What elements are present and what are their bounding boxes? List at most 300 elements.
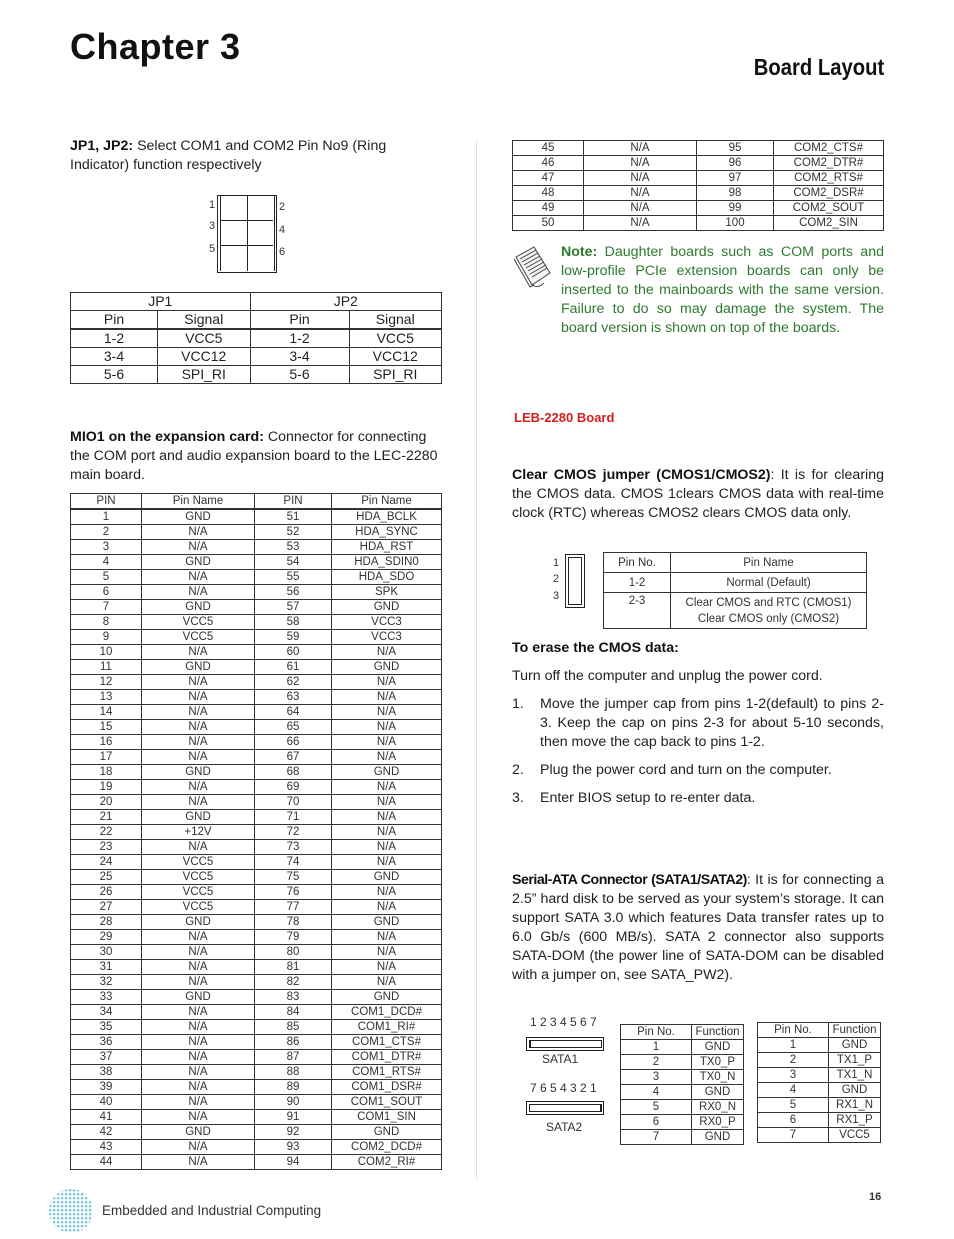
table-cell: COM2_RI#	[332, 1155, 442, 1170]
table-cell: 9	[71, 630, 142, 645]
table-cell: 17	[71, 750, 142, 765]
table-row	[71, 1080, 442, 1095]
table-cell: 47	[513, 171, 584, 186]
table-cell: GND	[142, 555, 255, 570]
pin-label: 6	[279, 246, 286, 258]
table-cell: 44	[71, 1155, 142, 1170]
table-header: Pin Name	[332, 494, 442, 510]
footer-company: Embedded and Industrial Computing	[102, 1203, 322, 1218]
table-cell: COM1_SOUT	[332, 1095, 442, 1110]
sata1-table	[620, 1024, 744, 1145]
table-cell: COM1_DCD#	[332, 1005, 442, 1020]
table-row	[621, 1130, 744, 1145]
table-row	[71, 720, 442, 735]
table-cell-line: Clear CMOS and RTC (CMOS1)	[685, 596, 852, 609]
table-cell: N/A	[142, 690, 255, 705]
table-cell: N/A	[142, 1155, 255, 1170]
table-cell: GND	[332, 600, 442, 615]
sata1-rows	[621, 1040, 744, 1145]
table-cell: 21	[71, 810, 142, 825]
table-cell: 6	[71, 585, 142, 600]
table-row	[71, 900, 442, 915]
step-number: 3.	[512, 790, 524, 806]
cmos-description	[512, 466, 884, 523]
table-cell: GND	[332, 660, 442, 675]
table-cell: 73	[255, 840, 332, 855]
table-row	[621, 1085, 744, 1100]
table-cell: N/A	[332, 900, 442, 915]
mio1-cont-table	[512, 140, 884, 231]
table-cell: 25	[71, 870, 142, 885]
table-cell: 84	[255, 1005, 332, 1020]
step-text: Plug the power cord and turn on the computer.	[540, 762, 832, 778]
sata-desc: : It is for connecting a 2.5” hard disk to be served as your system’s storage. It can support SATA 3.0 which features Data transfer rates up to 6.0 Gb/s (600 MB/s). SATA 2 connector also supports SATA-DOM (the power line of SATA-DOM can be disabled with a jumper on, see SATA_PW2).	[512, 872, 884, 983]
table-cell: N/A	[332, 720, 442, 735]
table-cell: VCC5	[142, 885, 255, 900]
table-header: Pin No.	[758, 1023, 829, 1038]
section-title: Board Layout	[753, 54, 884, 80]
table-row	[71, 735, 442, 750]
table-cell: VCC5	[349, 329, 442, 348]
table-row	[71, 780, 442, 795]
pin-label: 3	[553, 590, 560, 602]
cmos-jumper-diagram	[550, 553, 590, 613]
table-row	[71, 1095, 442, 1110]
table-cell: COM1_SIN	[332, 1110, 442, 1125]
table-row	[71, 885, 442, 900]
table-cell: VCC5	[158, 329, 251, 348]
table-cell: N/A	[332, 975, 442, 990]
table-cell: 1	[621, 1040, 692, 1055]
table-row	[71, 1050, 442, 1065]
table-cell: 5	[71, 570, 142, 585]
table-row	[71, 509, 442, 525]
table-cell: RX1_P	[829, 1113, 881, 1128]
table-cell: 82	[255, 975, 332, 990]
table-row	[71, 630, 442, 645]
table-cell: 41	[71, 1110, 142, 1125]
table-cell: 11	[71, 660, 142, 675]
sata-pins-top: 1 2 3 4 5 6 7	[530, 1015, 597, 1029]
table-cell: 62	[255, 675, 332, 690]
mio1-description	[70, 428, 442, 485]
table-cell: GND	[332, 870, 442, 885]
table-row	[71, 960, 442, 975]
table-cell: N/A	[142, 1005, 255, 1020]
table-row	[71, 1065, 442, 1080]
table-header: Pin No.	[621, 1025, 692, 1040]
table-cell: 7	[758, 1128, 829, 1143]
table-cell: N/A	[142, 720, 255, 735]
table-row	[758, 1113, 881, 1128]
table-cell: 77	[255, 900, 332, 915]
table-row	[71, 645, 442, 660]
cmos-title: Clear CMOS jumper (CMOS1/CMOS2)	[512, 467, 771, 483]
table-cell: COM1_DSR#	[332, 1080, 442, 1095]
table-cell: 43	[71, 1140, 142, 1155]
table-cell: 5-6	[250, 366, 349, 384]
table-cell: 53	[255, 540, 332, 555]
table-cell: 27	[71, 900, 142, 915]
table-cell: 50	[513, 216, 584, 231]
table-cell: 57	[255, 600, 332, 615]
erase-steps	[512, 695, 884, 808]
table-cell: 3-4	[250, 348, 349, 366]
jp-pin-sep	[220, 245, 273, 246]
table-cell: 28	[71, 915, 142, 930]
table-cell: 98	[697, 186, 774, 201]
table-cell: N/A	[142, 750, 255, 765]
table-cell: N/A	[332, 675, 442, 690]
table-cell: 3	[71, 540, 142, 555]
table-cell: 10	[71, 645, 142, 660]
table-cell: 37	[71, 1050, 142, 1065]
page-number: 16	[869, 1191, 882, 1203]
table-row	[71, 555, 442, 570]
table-cell: 16	[71, 735, 142, 750]
table-row	[71, 1020, 442, 1035]
cmos-table	[603, 552, 867, 629]
table-cell: 40	[71, 1095, 142, 1110]
table-cell: 93	[255, 1140, 332, 1155]
table-row	[71, 765, 442, 780]
table-cell: 4	[71, 555, 142, 570]
table-cell: 34	[71, 1005, 142, 1020]
table-cell: 6	[758, 1113, 829, 1128]
table-cell: N/A	[142, 645, 255, 660]
table-cell: N/A	[142, 930, 255, 945]
table-row	[71, 660, 442, 675]
table-cell-line: Clear CMOS only (CMOS2)	[697, 612, 840, 625]
table-cell: 61	[255, 660, 332, 675]
table-cell: 58	[255, 615, 332, 630]
mio1-desc: Connector for connecting the COM port and audio expansion board to the LEC-2280 main board.	[70, 429, 438, 483]
table-cell: HDA_SDIN0	[332, 555, 442, 570]
table-cell: 79	[255, 930, 332, 945]
jp-desc: Select COM1 and COM2 Pin No9 (Ring Indicator) function respectively	[70, 138, 387, 173]
table-row	[513, 201, 884, 216]
step-text: Move the jumper cap from pins 1-2(default) to pins 2-3. Keep the cap on pins 2-3 for about 5-10 seconds, then move the cap back to pins 1-2.	[540, 696, 884, 750]
table-cell	[671, 593, 867, 629]
table-cell: COM2_RTS#	[774, 171, 884, 186]
table-cell: N/A	[332, 795, 442, 810]
table-row	[758, 1038, 881, 1053]
mio1-table	[70, 493, 442, 1170]
table-cell: 51	[255, 509, 332, 525]
table-row	[758, 1128, 881, 1143]
table-cell: N/A	[584, 186, 697, 201]
jp-pin-col	[220, 195, 248, 271]
table-cell: 4	[758, 1083, 829, 1098]
table-cell: HDA_BCLK	[332, 509, 442, 525]
table-row	[758, 1053, 881, 1068]
table-row	[71, 1155, 442, 1170]
table-cell: N/A	[332, 750, 442, 765]
table-row	[71, 945, 442, 960]
table-cell: 2	[71, 525, 142, 540]
table-row	[71, 540, 442, 555]
table-cell: 7	[71, 600, 142, 615]
pin-label: 4	[279, 224, 286, 236]
sata1-connector-inner	[529, 1040, 602, 1048]
table-cell: 15	[71, 720, 142, 735]
table-row	[71, 1125, 442, 1140]
table-cell: N/A	[332, 825, 442, 840]
table-cell: RX1_N	[829, 1098, 881, 1113]
table-cell: N/A	[142, 570, 255, 585]
table-cell: N/A	[584, 171, 697, 186]
mio1-rows	[71, 509, 442, 1170]
table-cell: 23	[71, 840, 142, 855]
table-cell: +12V	[142, 825, 255, 840]
table-cell: 55	[255, 570, 332, 585]
table-cell: N/A	[142, 735, 255, 750]
table-cell: 97	[697, 171, 774, 186]
table-cell: GND	[142, 915, 255, 930]
jp-title: JP1, JP2:	[70, 138, 134, 154]
table-row	[71, 840, 442, 855]
table-cell: N/A	[142, 675, 255, 690]
table-cell: 71	[255, 810, 332, 825]
table-cell: COM2_DTR#	[774, 156, 884, 171]
table-row	[71, 825, 442, 840]
table-header: Pin No.	[604, 553, 671, 573]
table-cell: 67	[255, 750, 332, 765]
table-cell: 26	[71, 885, 142, 900]
table-row	[513, 171, 884, 186]
table-cell: 38	[71, 1065, 142, 1080]
table-cell: RX0_P	[692, 1115, 744, 1130]
table-cell: 6	[621, 1115, 692, 1130]
table-cell: VCC5	[142, 900, 255, 915]
table-cell: GND	[332, 765, 442, 780]
table-cell: Normal (Default)	[671, 573, 867, 593]
cmos-desc: : It is for clearing the CMOS data. CMOS 1clears CMOS data with real-time clock (RTC) whereas CMOS2 clears CMOS data only.	[512, 467, 884, 521]
table-row	[513, 216, 884, 231]
table-row	[71, 675, 442, 690]
table-cell: COM2_DSR#	[774, 186, 884, 201]
list-item	[512, 789, 884, 808]
table-cell: 1	[71, 509, 142, 525]
note-body: Daughter boards such as COM ports and low-profile PCIe extension boards can only be inserted to the mainboards with the same version. Failure to do so may damage the system. The board version is shown on top of the boards.	[561, 244, 884, 336]
table-cell: N/A	[142, 540, 255, 555]
sata2-connector-inner	[529, 1104, 602, 1112]
table-row	[71, 795, 442, 810]
table-cell: N/A	[142, 1035, 255, 1050]
table-row	[621, 1100, 744, 1115]
table-cell: N/A	[584, 156, 697, 171]
table-cell: 31	[71, 960, 142, 975]
table-row	[71, 750, 442, 765]
table-cell: N/A	[142, 960, 255, 975]
table-row	[71, 615, 442, 630]
table-cell: VCC5	[829, 1128, 881, 1143]
table-header: Function	[829, 1023, 881, 1038]
table-row	[621, 1070, 744, 1085]
table-cell: 56	[255, 585, 332, 600]
sata2-rows	[758, 1038, 881, 1143]
table-cell: 76	[255, 885, 332, 900]
table-row	[758, 1068, 881, 1083]
table-cell: N/A	[332, 645, 442, 660]
table-cell: N/A	[142, 1140, 255, 1155]
pin-label: 1	[553, 557, 560, 569]
table-cell: GND	[332, 915, 442, 930]
table-cell: COM2_CTS#	[774, 141, 884, 156]
table-row	[71, 329, 442, 348]
table-cell: VCC5	[142, 855, 255, 870]
table-cell: COM2_SIN	[774, 216, 884, 231]
table-cell: VCC5	[142, 630, 255, 645]
table-row	[71, 525, 442, 540]
table-row	[621, 1115, 744, 1130]
table-cell: COM1_DTR#	[332, 1050, 442, 1065]
table-row	[71, 870, 442, 885]
table-cell: N/A	[142, 705, 255, 720]
table-header: PIN	[255, 494, 332, 510]
table-cell: HDA_SYNC	[332, 525, 442, 540]
table-cell: N/A	[332, 840, 442, 855]
table-cell: N/A	[142, 795, 255, 810]
erase-intro: Turn off the computer and unplug the power cord.	[512, 668, 823, 684]
table-cell: N/A	[142, 525, 255, 540]
table-cell: N/A	[332, 960, 442, 975]
table-header: Signal	[349, 311, 442, 330]
table-cell: COM1_RI#	[332, 1020, 442, 1035]
table-row	[71, 1005, 442, 1020]
table-header: JP2	[250, 293, 442, 311]
table-cell: 59	[255, 630, 332, 645]
table-cell: N/A	[142, 1095, 255, 1110]
table-row	[758, 1083, 881, 1098]
table-header: Pin	[250, 311, 349, 330]
table-cell: 72	[255, 825, 332, 840]
table-cell: 90	[255, 1095, 332, 1110]
table-cell: GND	[692, 1130, 744, 1145]
table-row	[513, 141, 884, 156]
table-cell: N/A	[142, 780, 255, 795]
pin-label: 1	[209, 199, 216, 211]
table-cell: N/A	[332, 810, 442, 825]
table-cell: N/A	[332, 855, 442, 870]
table-cell: VCC12	[349, 348, 442, 366]
sata-description	[512, 871, 884, 985]
table-cell: 29	[71, 930, 142, 945]
table-cell: TX1_N	[829, 1068, 881, 1083]
jp-rows	[71, 329, 442, 384]
table-cell: TX0_P	[692, 1055, 744, 1070]
table-header: Function	[692, 1025, 744, 1040]
table-cell: 88	[255, 1065, 332, 1080]
table-cell: 89	[255, 1080, 332, 1095]
pin-label: 2	[279, 201, 286, 213]
list-item	[512, 695, 884, 752]
table-cell: 33	[71, 990, 142, 1005]
table-cell: 39	[71, 1080, 142, 1095]
column-divider	[476, 140, 477, 1180]
table-cell: 35	[71, 1020, 142, 1035]
jp-pin-diagram	[205, 193, 295, 273]
note-text	[561, 243, 884, 338]
table-cell: 99	[697, 201, 774, 216]
table-cell: GND	[142, 600, 255, 615]
table-cell: 2	[758, 1053, 829, 1068]
table-cell: 32	[71, 975, 142, 990]
table-cell: GND	[142, 660, 255, 675]
table-row	[621, 1055, 744, 1070]
table-cell: 80	[255, 945, 332, 960]
table-row	[71, 1140, 442, 1155]
table-cell: N/A	[142, 1065, 255, 1080]
table-cell: GND	[692, 1085, 744, 1100]
table-row	[71, 930, 442, 945]
table-cell: 22	[71, 825, 142, 840]
table-cell: 5	[758, 1098, 829, 1113]
sata-pins-bottom: 7 6 5 4 3 2 1	[530, 1081, 597, 1095]
table-cell: N/A	[584, 141, 697, 156]
table-row	[71, 855, 442, 870]
step-number: 1.	[512, 696, 524, 712]
table-cell: 3-4	[71, 348, 158, 366]
table-row	[621, 1040, 744, 1055]
table-cell: 91	[255, 1110, 332, 1125]
table-cell: N/A	[142, 585, 255, 600]
sata-diagram	[522, 1012, 612, 1142]
table-cell: RX0_N	[692, 1100, 744, 1115]
table-cell: VCC5	[142, 870, 255, 885]
table-cell: 65	[255, 720, 332, 735]
jp-description	[70, 137, 442, 175]
table-cell: 83	[255, 990, 332, 1005]
table-row	[71, 600, 442, 615]
table-cell: GND	[142, 810, 255, 825]
table-cell: TX1_P	[829, 1053, 881, 1068]
table-cell: 3	[621, 1070, 692, 1085]
table-cell: 5-6	[71, 366, 158, 384]
table-cell: 3	[758, 1068, 829, 1083]
table-cell: VCC12	[158, 348, 251, 366]
table-cell: GND	[829, 1038, 881, 1053]
table-header: Pin	[71, 311, 158, 330]
jp-table	[70, 292, 442, 384]
table-row	[513, 156, 884, 171]
table-cell: SPI_RI	[349, 366, 442, 384]
table-cell: 19	[71, 780, 142, 795]
table-cell: 4	[621, 1085, 692, 1100]
table-header: Signal	[158, 311, 251, 330]
table-cell: GND	[332, 990, 442, 1005]
table-cell: 13	[71, 690, 142, 705]
step-number: 2.	[512, 762, 524, 778]
table-cell: COM2_SOUT	[774, 201, 884, 216]
sata2-table	[757, 1022, 881, 1143]
table-cell: VCC3	[332, 615, 442, 630]
table-cell: 85	[255, 1020, 332, 1035]
table-cell: 75	[255, 870, 332, 885]
table-row	[71, 705, 442, 720]
table-row	[71, 1110, 442, 1125]
table-cell: 2-3	[604, 593, 671, 629]
table-cell: 7	[621, 1130, 692, 1145]
jumper-inner	[568, 557, 582, 605]
table-cell: GND	[142, 1125, 255, 1140]
table-cell: 5	[621, 1100, 692, 1115]
table-row	[71, 690, 442, 705]
table-cell: N/A	[142, 1050, 255, 1065]
table-cell: 92	[255, 1125, 332, 1140]
table-cell: GND	[142, 509, 255, 525]
table-cell: N/A	[332, 930, 442, 945]
